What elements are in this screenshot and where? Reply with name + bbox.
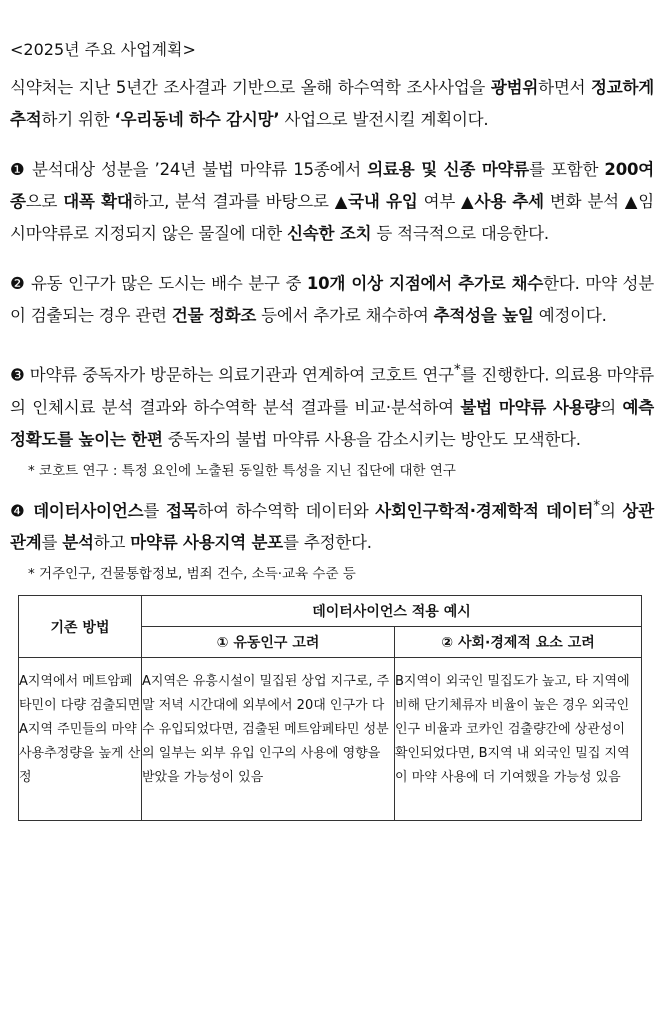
cell-socioeconomic: B지역이 외국인 밀집도가 높고, 타 지역에 비해 단기체류자 비율이 높은 경우 외국인 인구 비율과 코카인 검출량간에 상관성이 확인되었다면, B지역 내 외국인 밀집 지역이 마약 사용에 더 기여했을 가능성 있음	[395, 658, 642, 821]
header-existing-method: 기존 방법	[19, 596, 142, 658]
footnote-data: * 거주인구, 건물통합정보, 범죄 건수, 소득·교육 수준 등	[28, 566, 356, 582]
footnote-cohort: * 코호트 연구 : 특정 요인에 노출된 동일한 특성을 지닌 집단에 대한 연구	[28, 462, 456, 479]
comparison-table	[18, 595, 642, 821]
document	[10, 38, 654, 821]
cell-existing-method: A지역에서 메트암페타민이 다량 검출되면 A지역 주민들의 마약 사용추정량을 높게 산정	[19, 658, 142, 821]
header-data-science: 데이터사이언스 적용 예시	[142, 596, 642, 627]
item-2-paragraph: ❷ 유동 인구가 많은 도시는 배수 분구 중 10개 이상 지점에서 추가로 채수한다. 마약 성분이 검출되는 경우 관련 건물 정화조 등에서 추가로 채수하여 추적성을 높일 예정이다.	[10, 274, 654, 325]
item-4-paragraph: ❹ 데이터사이언스를 접목하여 하수역학 데이터와 사회인구학적·경제학적 데이터*의 상관관계를 분석하고 마약류 사용지역 분포를 추정한다.	[10, 497, 654, 552]
header-socioeconomic: ② 사회·경제적 요소 고려	[395, 627, 642, 658]
section-heading: <2025년 주요 사업계획>	[10, 40, 196, 59]
header-floating-population: ① 유동인구 고려	[142, 627, 395, 658]
intro-paragraph: 식약처는 지난 5년간 조사결과 기반으로 올해 하수역학 조사사업을 광범위하면서 정교하게 추적하기 위한 ‘우리동네 하수 감시망’ 사업으로 발전시킬 계획이다.	[10, 78, 654, 129]
item-1-paragraph: ❶ 분석대상 성분을 ’24년 불법 마약류 15종에서 의료용 및 신종 마약류를 포함한 200여 종으로 대폭 확대하고, 분석 결과를 바탕으로 ▲국내 유입 여부 ▲사용 추세 변화 분석 ▲임시마약류로 지정되지 않은 물질에 대한 신속한 조치 등 적극적으로 대응한다.	[10, 160, 655, 243]
item-3-paragraph: ❸ 마약류 중독자가 방문하는 의료기관과 연계하여 코호트 연구*를 진행한다. 의료용 마약류의 인체시료 분석 결과와 하수역학 분석 결과를 비교·분석하여 불법 마약류 사용량의 예측 정확도를 높이는 한편 중독자의 불법 마약류 사용을 감소시키는 방안도 모색한다.	[10, 362, 654, 449]
cell-floating-population: A지역은 유흥시설이 밀집된 상업 지구로, 주말 저녁 시간대에 외부에서 20대 인구가 다수 유입되었다면, 검출된 메트암페타민 성분의 일부는 외부 유입 인구의 사용에 영향을 받았을 가능성이 있음	[142, 658, 395, 821]
